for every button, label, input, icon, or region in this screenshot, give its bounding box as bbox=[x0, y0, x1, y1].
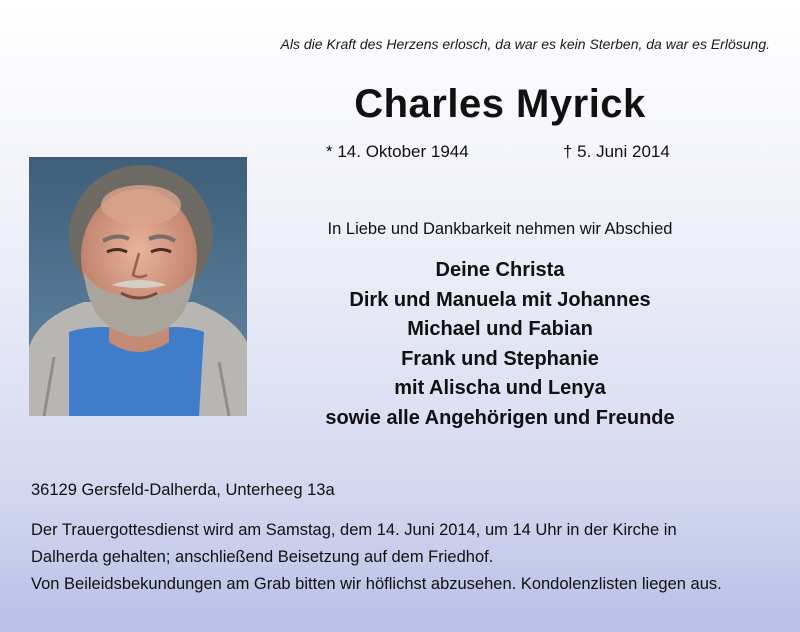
service-line: Der Trauergottesdienst wird am Samstag, dem 14. Juni 2014, um 14 Uhr in der Kirche in bbox=[31, 521, 677, 539]
mourner-line: Michael und Fabian bbox=[407, 318, 593, 340]
mourner-line: Frank und Stephanie bbox=[401, 347, 599, 370]
service-line: Von Beileidsbekundungen am Grab bitten wir höflichst abzusehen. Kondolenzlisten liegen aus. bbox=[31, 575, 722, 593]
death-date: † 5. Juni 2014 bbox=[563, 142, 670, 161]
mourner-line: Dirk und Manuela mit Johannes bbox=[349, 288, 651, 311]
portrait-illustration bbox=[29, 157, 247, 416]
family-address: 36129 Gersfeld-Dalherda, Unterheeg 13a bbox=[31, 481, 335, 499]
birth-date: * 14. Oktober 1944 bbox=[326, 142, 469, 161]
deceased-name: Charles Myrick bbox=[354, 82, 646, 126]
service-line: Dalherda gehalten; anschließend Beisetzung auf dem Friedhof. bbox=[31, 548, 494, 566]
portrait-photo bbox=[29, 157, 247, 416]
farewell-intro: In Liebe und Dankbarkeit nehmen wir Abschied bbox=[327, 220, 673, 238]
service-info bbox=[31, 517, 776, 598]
motto-text: Als die Kraft des Herzens erlosch, da war es kein Sterben, da war es Erlösung. bbox=[280, 36, 770, 52]
mourners-list bbox=[250, 256, 750, 433]
mourner-line: sowie alle Angehörigen und Freunde bbox=[325, 406, 675, 429]
mourner-line: mit Alischa und Lenya bbox=[394, 377, 606, 399]
mourner-line: Deine Christa bbox=[435, 259, 565, 281]
